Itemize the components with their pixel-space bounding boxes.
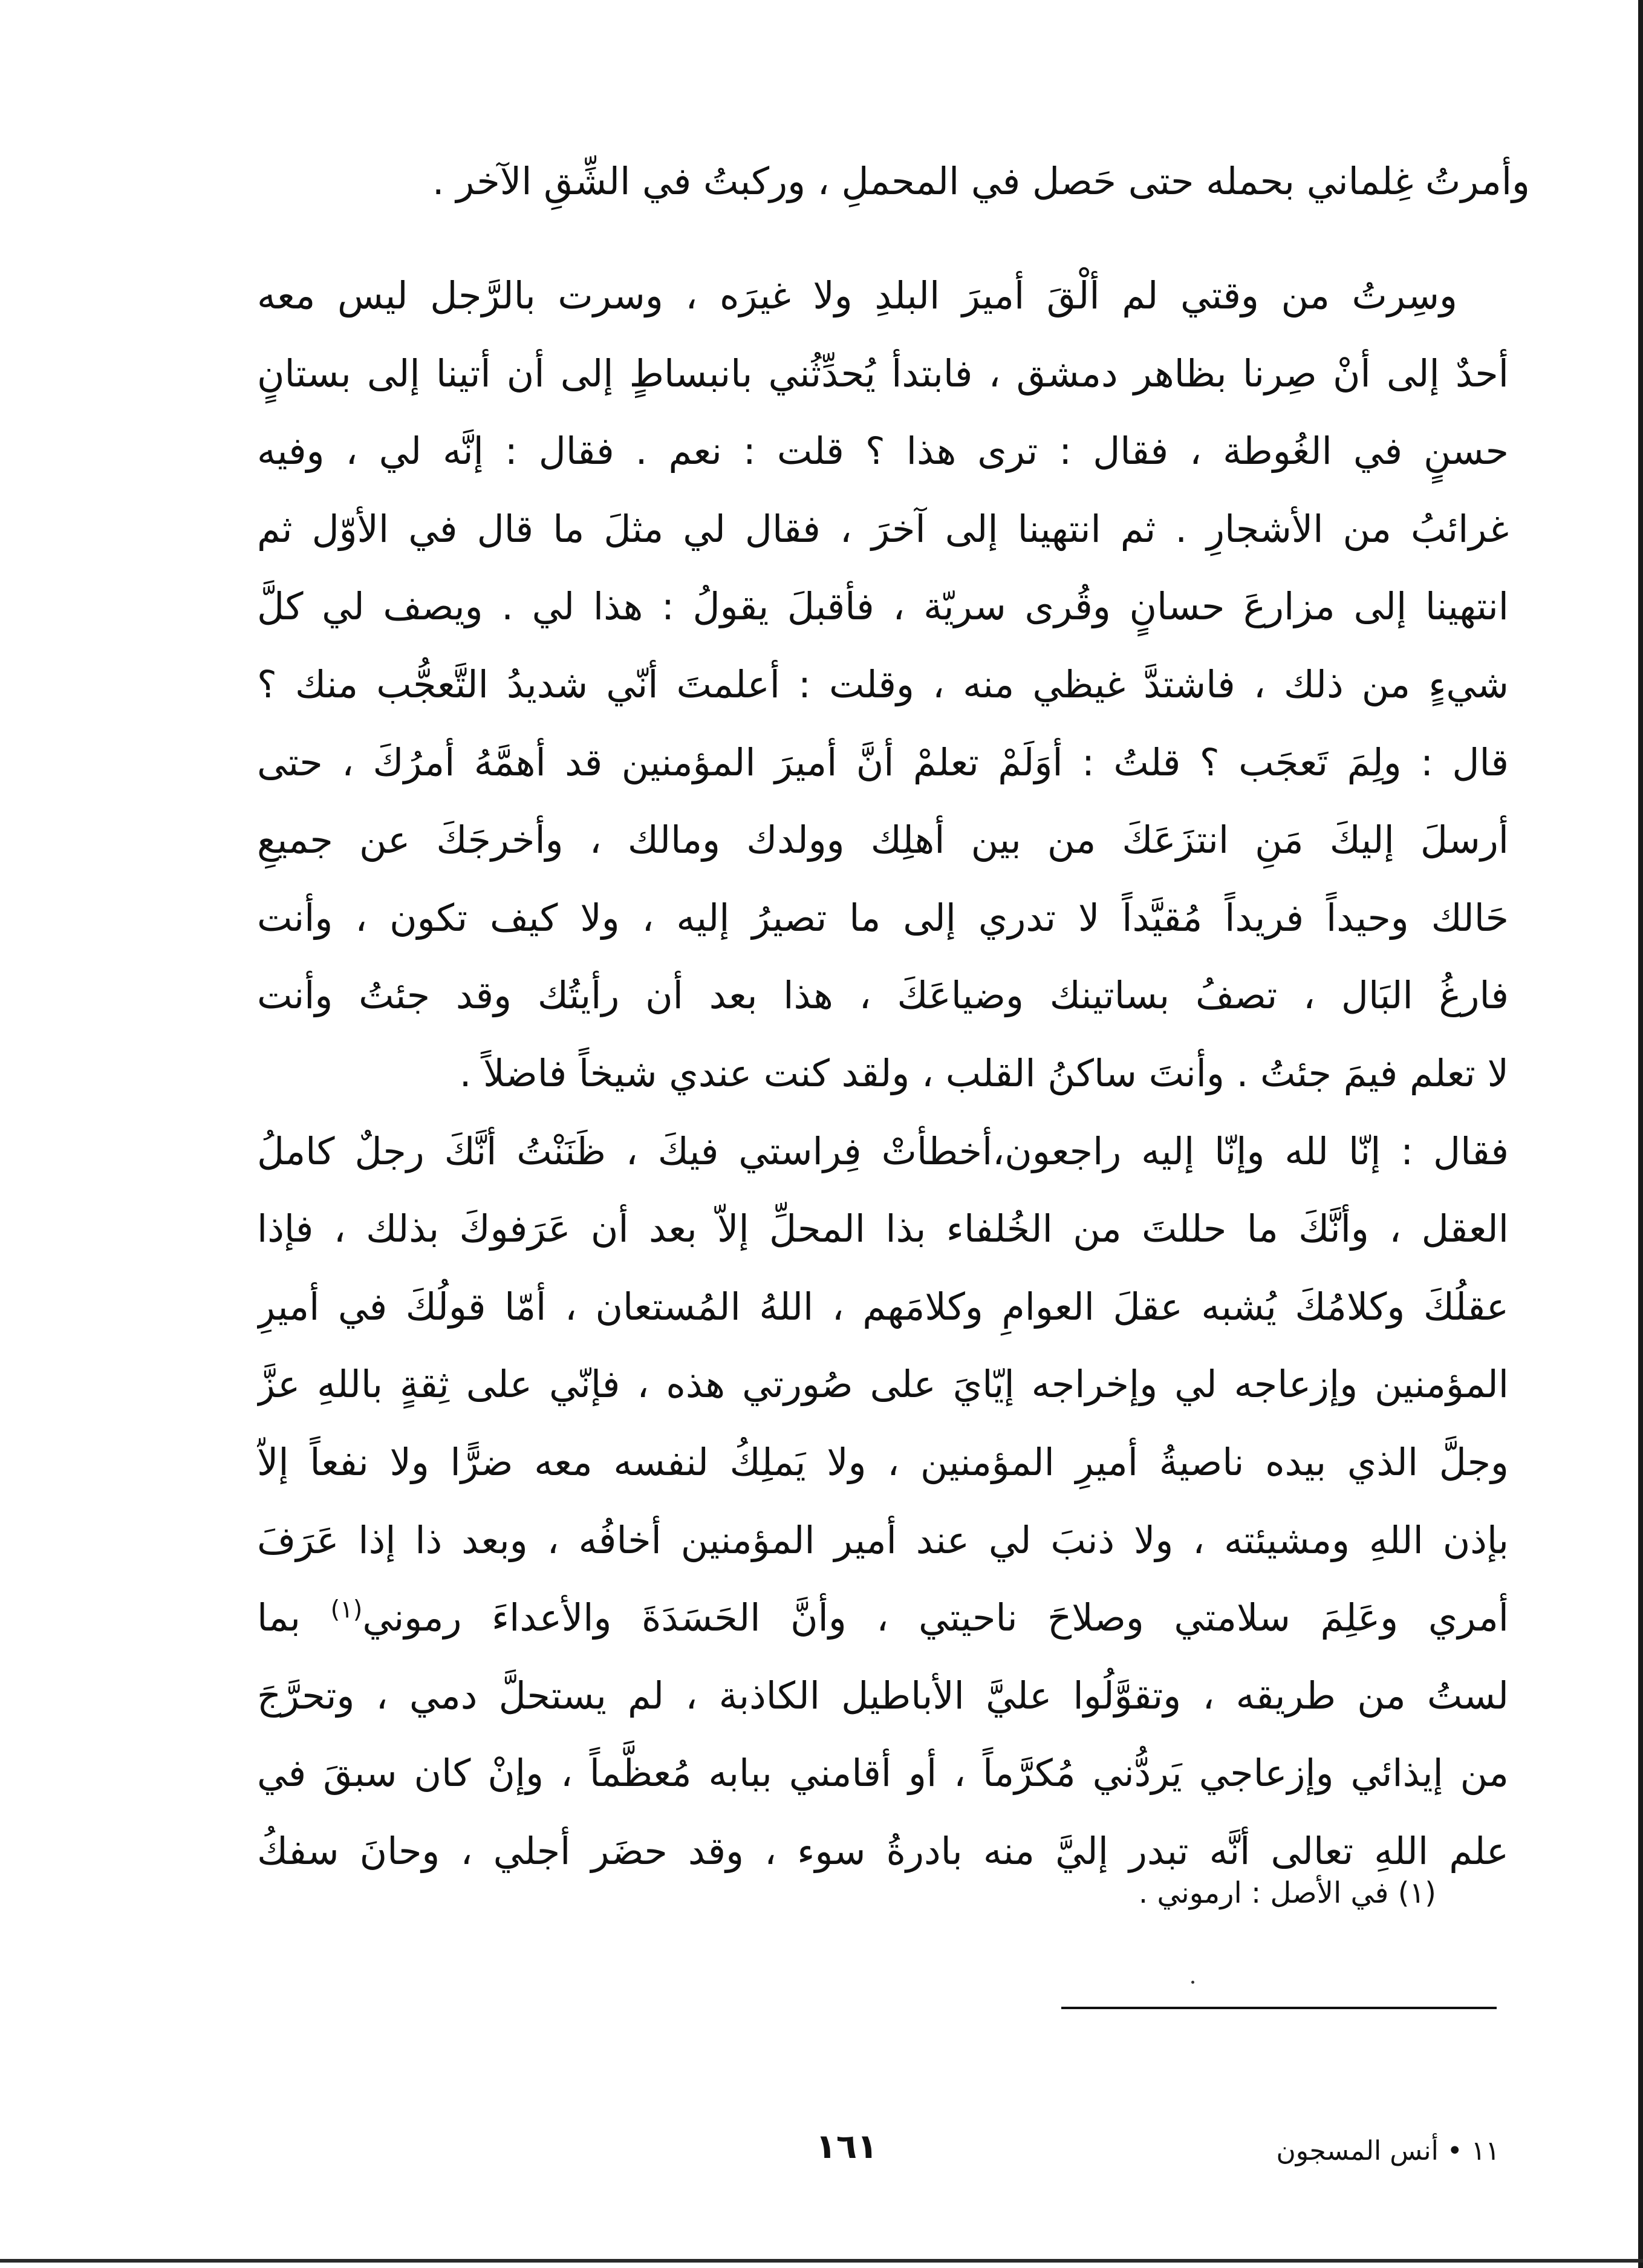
scan-edge: [0, 2259, 1643, 2263]
text-line-3: حسنٍ في الغُوطة ، فقال : ترى هذا ؟ قلت : نعم . فقال : إنَّه لي ، وفيه: [257, 429, 1509, 474]
text-line-18-tail: بما: [257, 1595, 301, 1640]
text-line-4: غرائبُ من الأشجارِ . ثم انتهينا إلى آخرَ ، فقال لي مثلَ ما قال في الأوّل ثم: [257, 506, 1509, 551]
text-line-11: لا تعلم فيمَ جئتُ . وأنتَ ساكنُ القلب ، ولقد كنت عندي شيخاً فاضلاً .: [459, 1051, 1509, 1095]
text-line-7: قال : ولِمَ تَعجَب ؟ قلتُ : أوَلَمْ تعلمْ أنَّ أميرَ المؤمنين قد أهمَّهُ أمرُكَ ، حتى: [257, 740, 1509, 784]
text-line-5: انتهينا إلى مزارعَ حسانٍ وقُرى سريّة ، فأقبلَ يقولُ : هذا لي . ويصف لي كلَّ: [257, 584, 1509, 629]
text-line-18-body: أمري وعَلِمَ سلامتي وصلاحَ ناحيتي ، وأنَّ الحَسَدَةَ والأعداءَ رموني: [362, 1595, 1509, 1640]
text-line-19: لستُ من طريقه ، وتقوَّلُوا عليَّ الأباطيل الكاذبة ، لم يستحلَّ دمي ، وتحرَّجَ: [257, 1673, 1509, 1718]
text-line-8: أرسلَ إليكَ مَنِ انتزَعَكَ من بين أهلِك وولدك ومالك ، وأخرجَكَ عن جميعِ: [257, 818, 1509, 862]
text-line-15: المؤمنين وإزعاجه لي وإخراجه إيّايَ على صُورتي هذه ، فإنّي على ثِقةٍ باللهِ عزَّ: [257, 1362, 1509, 1407]
text-line-18: [257, 1579, 1509, 1657]
text-line-16: وجلَّ الذي بيده ناصيةُ أميرِ المؤمنين ، ولا يَملِكُ لنفسه معه ضرًّا ولا نفعاً إلاّ: [257, 1439, 1509, 1484]
text-line-21: علم اللهِ تعالى أنَّه تبدر إليَّ منه بادرةُ سوء ، وقد حضَر أجلي ، وحانَ سفكُ: [257, 1828, 1509, 1873]
running-footer: ١١ • أنس المسجون: [1276, 2136, 1500, 2166]
footnote-separator: [1061, 2007, 1497, 2009]
text-line-20: من إيذائي وإزعاجي يَردُّني مُكرَّماً ، أو أقامني ببابه مُعظَّماً ، وإنْ كان سبقَ في: [257, 1751, 1509, 1796]
text-line-13: العقل ، وأنَّكَ ما حللتَ من الخُلفاء بذا المحلِّ إلاّ بعد أن عَرَفوكَ بذلك ، فإذا: [257, 1207, 1509, 1251]
text-line-12: فقال : إنّا لله وإنّا إليه راجعون،أخطأتْ فِراستي فيكَ ، ظَنَنْتُ أنَّكَ رجلٌ كاملُ: [257, 1129, 1509, 1173]
text-line-1: وسِرتُ من وقتي لم ألْقَ أميرَ البلدِ ولا غيرَه ، وسرت بالرَّجل ليس معه: [257, 273, 1457, 318]
text-line-9: حَالك وحيداً فريداً مُقيَّداً لا تدري إلى ما تصيرُ إليه ، ولا كيف تكون ، وأنت: [257, 895, 1509, 940]
text-line-14: عقلُكَ وكلامُكَ يُشبه عقلَ العوامِ وكلامَهم ، اللهُ المُستعان ، أمّا قولُكَ في أميرِ: [257, 1284, 1509, 1329]
text-line-6: شيءٍ من ذلك ، فاشتدَّ غيظي منه ، وقلت : أعلمتَ أنّي شديدُ التَّعجُّب منك ؟: [257, 662, 1509, 706]
text-line-17: بإذن اللهِ ومشيئته ، ولا ذنبَ لي عند أمير المؤمنين أخافُه ، وبعد ذا إذا عَرَفَ: [257, 1517, 1509, 1562]
scan-speck: [1191, 1981, 1194, 1984]
main-paragraph: [257, 257, 1509, 1890]
page-number: ١٦١: [815, 2127, 878, 2166]
footnote-marker: (١): [330, 1595, 363, 1624]
first-line: وأمرتُ غِلماني بحمله حتى حَصل في المحملِ ، وركبتُ في الشِّقِ الآخر .: [432, 159, 1530, 203]
text-line-10: فارغُ البَال ، تصفُ بساتينك وضياعَكَ ، هذا بعد أن رأيتُك وقد جئتُ وأنت: [257, 973, 1509, 1018]
text-line-2: أحدٌ إلى أنْ صِرنا بظاهر دمشق ، فابتدأ يُحدِّثُني بانبساطٍ إلى أن أتينا إلى بستانٍ: [257, 351, 1509, 396]
footnote: (١) في الأصل : ارموني .: [1138, 1876, 1436, 1910]
